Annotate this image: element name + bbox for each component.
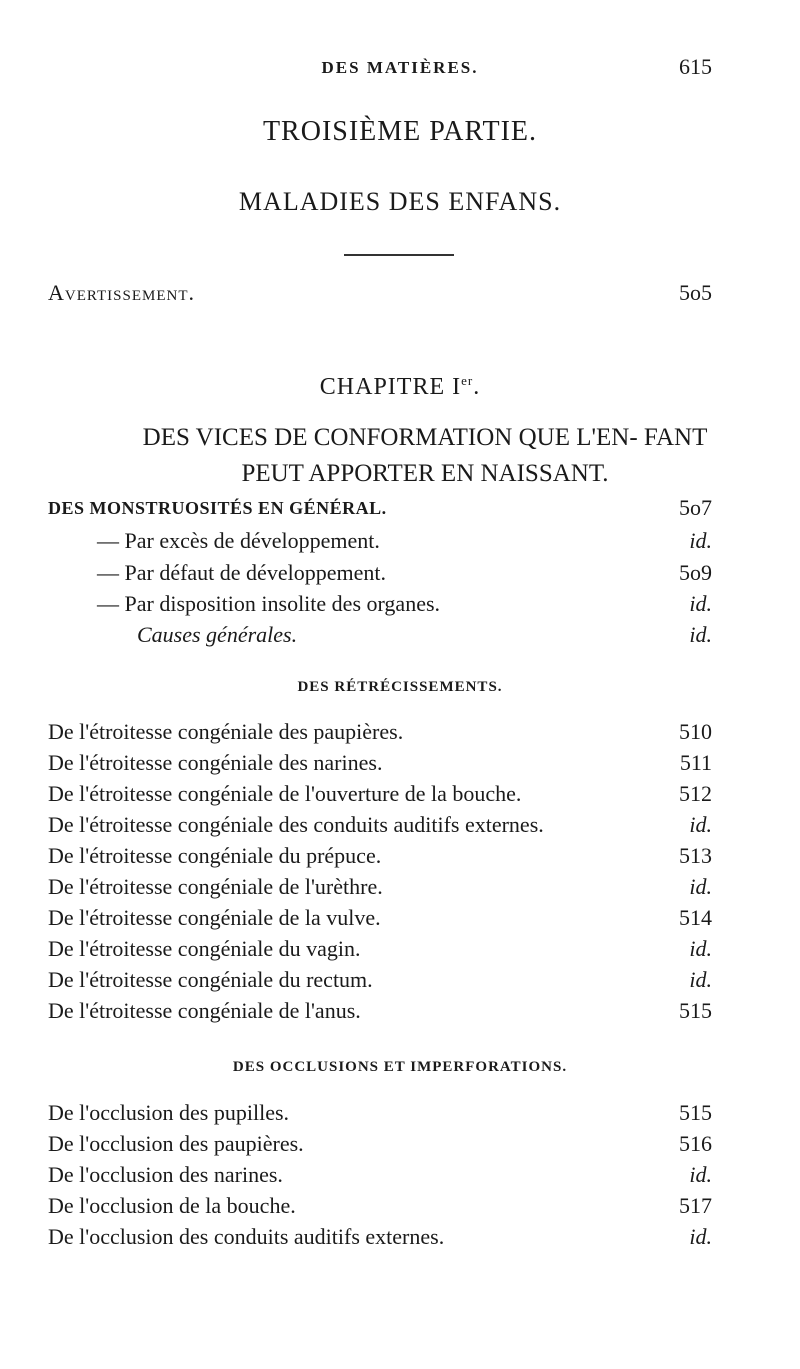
part-title: TROISIÈME PARTIE. — [262, 116, 538, 147]
toc-entry-label: — Par défaut de développement. — [97, 560, 386, 585]
section-heading-occlusions: DES OCCLUSIONS ET IMPERFORATIONS. — [232, 1059, 568, 1075]
toc-entry-label: De l'étroitesse congéniale du rectum. — [48, 967, 373, 992]
toc-entry-label: De l'étroitesse congéniale de l'urèthre. — [48, 874, 383, 899]
toc-entry-page: id. — [689, 622, 712, 647]
toc-entry-label: De l'étroitesse congéniale du vagin. — [48, 936, 361, 961]
chapter-label — [0, 373, 800, 401]
chapter-label-end: . — [473, 374, 481, 400]
toc-entry-label: De l'étroitesse congéniale de la vulve. — [48, 905, 381, 930]
section-heading-page: 5o7 — [679, 495, 712, 520]
toc-entry-label: De l'étroitesse congéniale du prépuce. — [48, 843, 382, 868]
toc-entry-label: De l'occlusion de la bouche. — [48, 1193, 296, 1218]
toc-entry-page: id. — [689, 528, 712, 553]
toc-entry-page: id. — [689, 1224, 712, 1249]
part-subtitle: MALADIES DES ENFANS. — [238, 187, 562, 216]
toc-entry-label: De l'occlusion des pupilles. — [48, 1100, 290, 1125]
toc-entry-page: 515 — [679, 1100, 712, 1125]
chapter-label-text: CHAPITRE I — [319, 374, 462, 400]
chapter-title: DES VICES DE CONFORMATION QUE L'EN- FANT PEUT APPORTER EN NAISSANT. — [142, 424, 708, 487]
section-heading-retrecissements: DES RÉTRÉCISSEMENTS. — [297, 679, 503, 695]
toc-entry-page: 512 — [679, 781, 712, 806]
toc-entry-label: De l'étroitesse congéniale des narines. — [48, 750, 383, 775]
toc-entry-label: De l'occlusion des narines. — [48, 1162, 283, 1187]
toc-entry-page: id. — [689, 1162, 712, 1187]
separator-rule — [344, 254, 454, 256]
toc-entry-page: id. — [689, 874, 712, 899]
toc-entry-page: 513 — [679, 843, 712, 868]
toc-entry-label: De l'étroitesse congéniale de l'ouverture de la bouche. — [48, 781, 522, 806]
page-number: 615 — [679, 54, 712, 79]
toc-entry-page: 511 — [679, 750, 712, 775]
toc-entry-page: id. — [689, 967, 712, 992]
chapter-label-sup: er — [461, 373, 474, 388]
toc-entry-page: 514 — [679, 905, 712, 930]
toc-entry-page: 5o9 — [679, 560, 712, 585]
toc-entry-page: 510 — [679, 719, 712, 744]
toc-entry-label: De l'étroitesse congéniale des paupières. — [48, 719, 404, 744]
toc-entry-page: id. — [689, 591, 712, 616]
toc-entry-label: — Par disposition insolite des organes. — [97, 591, 441, 616]
toc-entry-page: id. — [689, 812, 712, 837]
toc-entry-page: 516 — [679, 1131, 712, 1156]
toc-entry-page: id. — [689, 936, 712, 961]
toc-entry-label: Causes générales. — [137, 622, 298, 647]
toc-entry-label: De l'occlusion des paupières. — [48, 1131, 304, 1156]
toc-entry-label: Avertissement. — [48, 280, 195, 305]
toc-entry-label: De l'étroitesse congéniale de l'anus. — [48, 998, 361, 1023]
toc-entry-label: De l'occlusion des conduits auditifs externes. — [48, 1224, 445, 1249]
toc-entry-label: De l'étroitesse congéniale des conduits auditifs externes. — [48, 812, 544, 837]
running-head — [0, 54, 800, 82]
toc-entry-page: 517 — [679, 1193, 712, 1218]
running-title: DES MATIÈRES. — [321, 58, 479, 77]
toc-entry-page: 515 — [679, 998, 712, 1023]
toc-entry-label: — Par excès de développement. — [97, 528, 380, 553]
section-heading-label: DES MONSTRUOSITÉS EN GÉNÉRAL. — [48, 498, 387, 518]
toc-entry-page: 5o5 — [679, 280, 712, 305]
